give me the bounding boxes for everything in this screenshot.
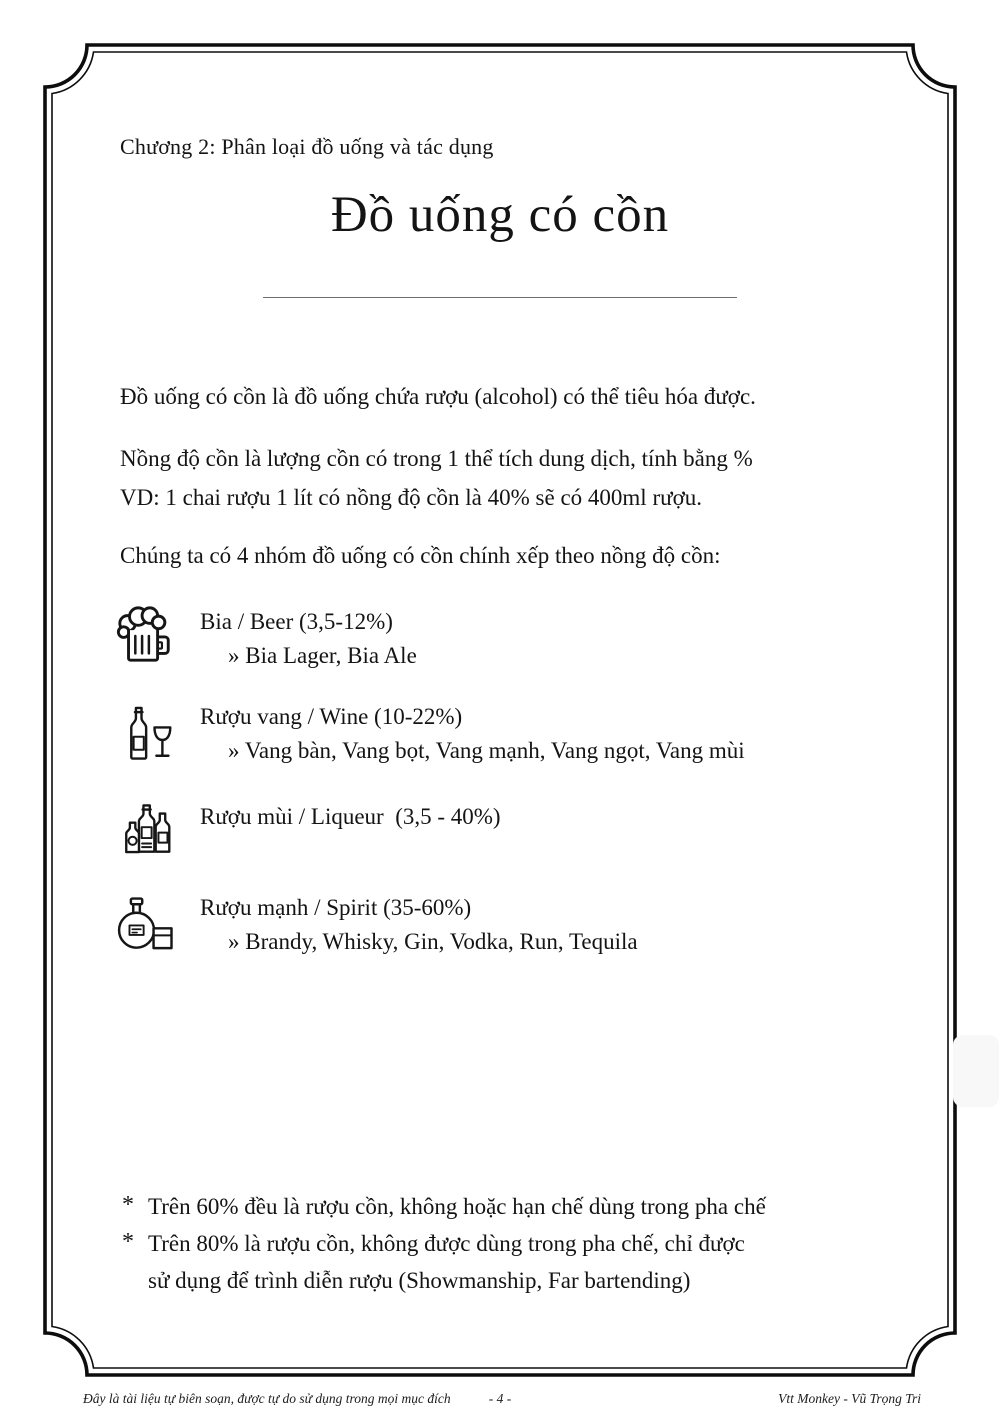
group-sub-beer: » Bia Lager, Bia Ale (228, 643, 417, 668)
footnote-2-marker: * (122, 1229, 134, 1255)
footnote-1-text: Trên 60% đều là rượu cồn, không hoặc hạn chế dùng trong pha chế (148, 1194, 766, 1219)
title-underline-rule (263, 297, 737, 298)
group-label-liqueur: Rượu mùi / Liqueur (3,5 - 40%) (200, 804, 501, 829)
wine-bottle-glass-icon (122, 701, 174, 765)
paragraph-abv-line1: Nồng độ cồn là lượng cồn có trong 1 thể tích dung dịch, tính bằng % (120, 446, 753, 471)
chapter-heading: Chương 2: Phân loại đồ uống và tác dụng (120, 134, 494, 159)
footnote-1-marker: * (122, 1192, 134, 1218)
paragraph-groups-intro: Chúng ta có 4 nhóm đồ uống có cồn chính xếp theo nồng độ cồn: (120, 543, 721, 568)
paragraph-definition: Đồ uống có cồn là đồ uống chứa rượu (alcohol) có thể tiêu hóa được. (120, 384, 756, 409)
scan-shading-artifact (953, 1035, 999, 1107)
group-label-wine: Rượu vang / Wine (10-22%) (200, 704, 463, 729)
spirit-decanter-icon (112, 894, 180, 956)
beer-mug-icon (114, 604, 176, 666)
footnote-2-line2: sử dụng để trình diễn rượu (Showmanship, Far bartending) (148, 1268, 691, 1293)
group-sub-spirit: » Brandy, Whisky, Gin, Vodka, Run, Tequila (228, 929, 638, 954)
page-title: Đồ uống có cồn (330, 187, 670, 243)
footer-left-note: Đây là tài liệu tự biên soạn, được tự do sử dụng trong mọi mục đích (83, 1391, 451, 1406)
footnote-2-line1: Trên 80% là rượu cồn, không được dùng trong pha chế, chỉ được (148, 1231, 745, 1256)
group-label-spirit: Rượu mạnh / Spirit (35-60%) (200, 895, 472, 920)
liqueur-bottles-icon (119, 799, 177, 859)
group-label-beer: Bia / Beer (3,5-12%) (200, 609, 393, 634)
group-sub-wine: » Vang bàn, Vang bọt, Vang mạnh, Vang ngọt, Vang mùi (228, 738, 745, 763)
paragraph-abv-line2: VD: 1 chai rượu 1 lít có nồng độ cồn là 40% sẽ có 400ml rượu. (120, 485, 702, 510)
footer-right-credit: Vtt Monkey - Vũ Trọng Tri (778, 1391, 921, 1406)
footer-page-number: - 4 - (488, 1391, 512, 1406)
